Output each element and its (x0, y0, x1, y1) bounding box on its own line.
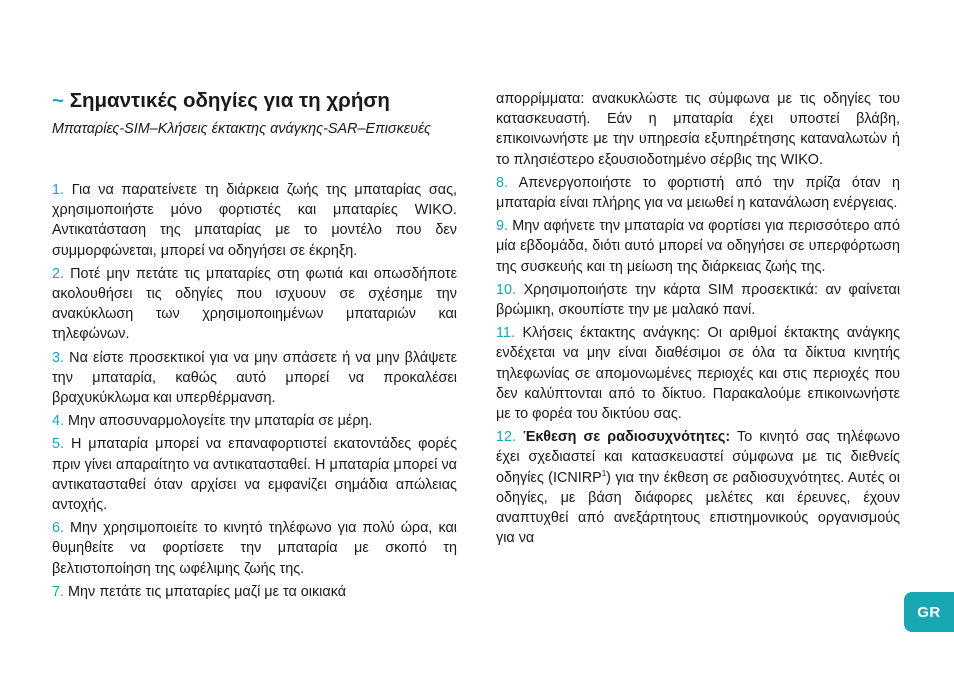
heading-subtitle: Μπαταρίες-SIM–Κλήσεις έκτακτης ανάγκης-SAR–Επισκευές (52, 121, 431, 137)
item-text: Απενεργοποιήστε το φορτιστή από την πρίζα όταν η μπαταρία είναι πλήρης για να μειωθεί η κατανάλωση ενέργειας. (496, 174, 900, 212)
item-number: 6. (52, 520, 65, 537)
item-number: 7. (52, 583, 65, 600)
item-text: Ποτέ μην πετάτε τις μπαταρίες στη φωτιά και οπωσδήποτε ακολουθήσει τις οδηγίες που ισχυουν σε σχέσημε την ανακύκλωση των χρησιμοποιημένων μπαταριών και τηλεφώνων. (52, 265, 458, 343)
item-text: Μην χρησιμοποιείτε το κινητό τηλέφωνο για πολύ ώρα, και θυμηθείτε να φορτίσετε την μπαταρία με σκοπό τη βελτιστοποίηση της ωφέλιμης ζωής της. (52, 520, 457, 577)
section-heading (52, 89, 472, 113)
list-item (52, 582, 457, 602)
item-text: Το κινητό σας τηλέφωνο έχει σχεδιαστεί και κατασκευαστεί σύμφωνα με τις διεθνείς οδηγίες (ICNIRP (496, 429, 900, 486)
item-text: Κλήσεις έκτακτης ανάγκης: Οι αριθμοί έκτακτης ανάγκης ενδέχεται να μην είναι διαθέσιμοι σε όλα τα δίκτυα κινητής τηλεφωνίας σε απομονωμένες περιοχές και στις περιοχές που δεν καλύπτονται από το δίκτυο. Παρακαλούμε επικοινωνήστε με το φορέα του δικτύου σας. (496, 325, 901, 423)
item-text: Να είστε προσεκτικοί για να μην σπάσετε ή να μην βλάψετε την μπαταρία, καθώς αυτό μπορεί να προκαλέσει βραχυκύκλωμα και υπερθέρμανση. (52, 349, 458, 407)
item-text: ) για την έκθεση σε ραδιοσυχνότητες. Αυτές οι οδηγίες, με βάση διάφορες μελέτες και έρευνες, έχουν αναπτυχθεί από ανεξάρτητους επιστημονικούς οργανισμούς για να (496, 469, 900, 547)
footnote-marker: 1 (601, 468, 607, 478)
item-number: 2. (52, 265, 65, 282)
item-title: Έκθεση σε ραδιοσυχνότητες: (523, 429, 731, 446)
list-item (52, 434, 457, 515)
item-text: Μην αφήνετε την μπαταρία να φορτίσει για περισσότερο από μία εβδομάδα, διότι αυτό μπορεί να οδηγήσει σε υπερφόρτωση της συσκευής και τη μείωση της διάρκειας ζωής της. (496, 218, 900, 275)
item-text: Μην πετάτε τις μπαταρίες μαζί με τα οικιακά (68, 583, 347, 600)
heading-title: Σημαντικές οδηγίες για τη χρήση (69, 89, 390, 112)
list-item (52, 411, 457, 431)
language-tab (904, 592, 954, 632)
item-text: απορρίμματα: ανακυκλώστε τις σύμφωνα με τις οδηγίες του κατασκευαστή. Εάν η μπαταρία έχει υποστεί βλάβη, επικοινωνήστε με την υπηρεσία εξυπηρέτησης καταναλωτών ή το πλησιέστερο εξουσιοδοτημένο σέρβις της WIKO. (496, 91, 900, 168)
list-item-continued (496, 89, 900, 170)
item-text: Μην αποσυναρμολογείτε την μπαταρία σε μέρη. (68, 413, 373, 430)
item-text: Χρησιμοποιήστε την κάρτα SIM προσεκτικά: αν φαίνεται βρώμικη, σκουπίστε την με μαλακό πανί. (496, 281, 901, 319)
list-item (52, 348, 457, 409)
list-item (52, 264, 457, 345)
heading-tilde: ~ (52, 89, 64, 112)
item-number: 9. (496, 218, 509, 235)
item-number: 8. (496, 174, 509, 191)
left-column (52, 180, 457, 605)
list-item (52, 518, 457, 579)
item-number: 12. (496, 429, 517, 446)
list-item (52, 180, 457, 261)
item-number: 10. (496, 281, 517, 298)
list-item (496, 323, 900, 424)
item-number: 11. (496, 325, 515, 342)
right-column (496, 89, 900, 551)
item-number: 5. (52, 436, 65, 453)
item-number: 4. (52, 413, 65, 430)
list-item (496, 280, 900, 320)
language-tab-label: GR (917, 603, 941, 621)
item-text: Η μπαταρία μπορεί να επαναφορτιστεί εκατοντάδες φορές πριν γίνει απαραίτητο να αντικατασταθεί. Η μπαταρία μπορεί να αντικατασταθεί όταν αρχίσει να εμφανίζει σημάδια απώλειας αντοχής. (52, 436, 458, 514)
item-number: 1. (52, 182, 65, 198)
list-item (496, 216, 900, 277)
list-item-rf-exposure (496, 427, 900, 548)
item-number: 3. (52, 349, 65, 366)
list-item (496, 173, 900, 213)
item-text: Για να παρατείνετε τη διάρκεια ζωής της μπαταρίας σας, χρησιμοποιήστε μόνο φορτιστές και μπαταρίες WIKO. Αντικατάσταση της μπαταρίας με το μοντέλο που δεν συμμορφώνεται, μπορεί να οδηγήσει σε έκρηξη. (52, 182, 457, 259)
